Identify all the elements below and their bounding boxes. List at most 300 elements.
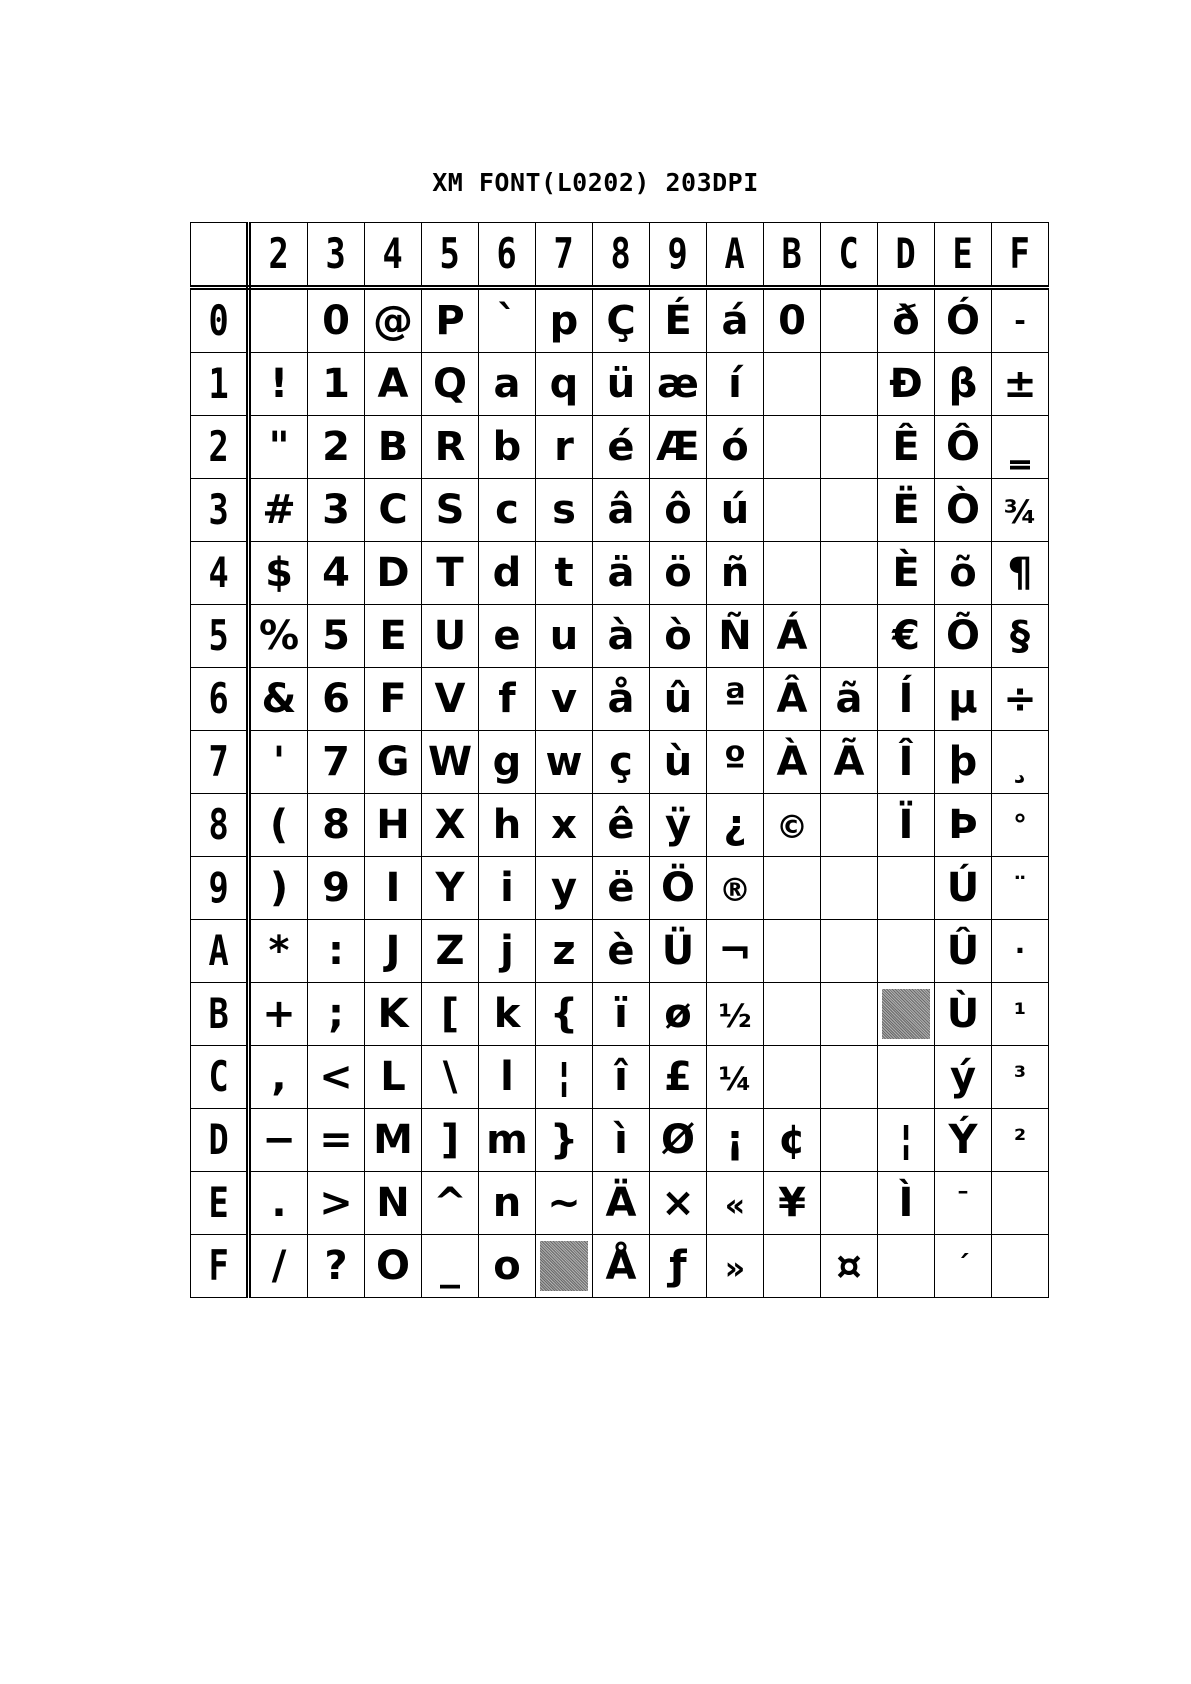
glyph-cell (593, 1109, 650, 1172)
glyph-cell (422, 479, 479, 542)
glyph: < (319, 1054, 353, 1100)
glyph: ¯ (956, 1186, 970, 1219)
glyph-cell (878, 983, 935, 1046)
glyph-cell (249, 605, 308, 668)
glyph: î (614, 1054, 628, 1100)
table-row (191, 1235, 1049, 1298)
glyph: é (607, 424, 635, 470)
glyph-cell (650, 857, 707, 920)
column-header (992, 223, 1049, 288)
glyph: ] (440, 1117, 460, 1163)
glyph-cell (308, 416, 365, 479)
glyph-cell (650, 1235, 707, 1298)
glyph-cell (764, 794, 821, 857)
glyph-cell (935, 1046, 992, 1109)
glyph-cell (935, 542, 992, 605)
row-header-label: E (208, 1178, 229, 1227)
glyph-cell (764, 542, 821, 605)
glyph: Ù (946, 991, 980, 1037)
glyph-cell (308, 288, 365, 353)
glyph-cell (536, 479, 593, 542)
glyph-cell (308, 857, 365, 920)
row-header (191, 731, 249, 794)
glyph: k (493, 991, 521, 1037)
glyph: ¸ (1010, 739, 1030, 785)
glyph-cell (479, 1109, 536, 1172)
glyph-cell (479, 416, 536, 479)
glyph-cell (707, 731, 764, 794)
glyph-cell (821, 1235, 878, 1298)
glyph: Î (898, 739, 914, 785)
glyph: > (319, 1180, 353, 1226)
glyph-cell (878, 1046, 935, 1109)
glyph: 0 (322, 298, 350, 344)
glyph-cell (650, 1172, 707, 1235)
row-header-label: F (208, 1241, 229, 1290)
glyph-cell (249, 416, 308, 479)
glyph-cell (935, 857, 992, 920)
row-header (191, 288, 249, 353)
glyph-cell (707, 1109, 764, 1172)
glyph-cell (593, 857, 650, 920)
glyph: ¾ (1003, 493, 1037, 531)
glyph-cell (764, 731, 821, 794)
glyph: Ë (892, 487, 920, 533)
glyph-cell (992, 731, 1049, 794)
glyph: % (258, 613, 300, 659)
glyph: ä (607, 550, 635, 596)
glyph: β (948, 361, 978, 407)
row-header-label: 5 (208, 611, 229, 660)
glyph: / (271, 1243, 287, 1289)
glyph-cell (365, 668, 422, 731)
row-header-label: B (208, 989, 229, 1038)
glyph: Ð (889, 361, 923, 407)
glyph-cell (536, 353, 593, 416)
glyph-cell (764, 857, 821, 920)
glyph-cell (593, 983, 650, 1046)
glyph-cell (593, 416, 650, 479)
table-row (191, 794, 1049, 857)
glyph-cell (422, 794, 479, 857)
glyph-cell (308, 731, 365, 794)
glyph-cell (422, 668, 479, 731)
glyph-cell (821, 479, 878, 542)
glyph-cell (365, 1109, 422, 1172)
glyph-cell (707, 1235, 764, 1298)
glyph: b (492, 424, 522, 470)
glyph: i (500, 865, 514, 911)
glyph-cell (308, 1172, 365, 1235)
row-header (191, 605, 249, 668)
glyph: [ (440, 991, 460, 1037)
glyph: ¦ (898, 1117, 914, 1163)
glyph: d (492, 550, 522, 596)
glyph: T (436, 550, 464, 596)
table-row (191, 731, 1049, 794)
glyph: É (664, 298, 692, 344)
glyph: ¢ (778, 1117, 806, 1163)
column-header-label: 3 (325, 229, 347, 278)
glyph-cell (992, 857, 1049, 920)
glyph-cell (935, 353, 992, 416)
glyph: o (493, 1243, 521, 1289)
glyph: 3 (322, 487, 350, 533)
glyph-cell (707, 353, 764, 416)
glyph-cell (707, 1172, 764, 1235)
column-header (935, 223, 992, 288)
glyph: & (261, 676, 297, 722)
glyph-cell (650, 1046, 707, 1109)
glyph: ô (664, 487, 692, 533)
glyph-cell (935, 731, 992, 794)
glyph-cell (992, 479, 1049, 542)
glyph: Ö (660, 865, 695, 911)
glyph: + (262, 991, 296, 1037)
shade-block-glyph (540, 1241, 588, 1291)
column-header (764, 223, 821, 288)
glyph: ? (324, 1243, 348, 1289)
row-header-label: 8 (208, 800, 229, 849)
glyph-cell (650, 920, 707, 983)
glyph-cell (536, 605, 593, 668)
glyph: ú (720, 487, 750, 533)
glyph-cell (536, 1109, 593, 1172)
glyph: ë (607, 865, 635, 911)
glyph: æ (657, 361, 699, 407)
glyph-cell (935, 288, 992, 353)
glyph: ã (835, 676, 863, 722)
glyph-cell (878, 1109, 935, 1172)
glyph-cell (821, 605, 878, 668)
glyph-cell (878, 920, 935, 983)
glyph: ! (269, 361, 289, 407)
table-row (191, 479, 1049, 542)
glyph-cell (764, 983, 821, 1046)
glyph-cell (650, 1109, 707, 1172)
glyph-cell (365, 983, 422, 1046)
glyph: ~ (547, 1180, 581, 1226)
glyph-cell (593, 542, 650, 605)
column-header-row (191, 223, 1049, 288)
glyph-cell (992, 1109, 1049, 1172)
glyph-cell (992, 353, 1049, 416)
column-header-label: F (1009, 229, 1031, 278)
column-header-label: 6 (496, 229, 518, 278)
row-header-label: 7 (208, 737, 229, 786)
glyph: þ (948, 739, 978, 785)
glyph: G (376, 739, 410, 785)
glyph-cell (536, 288, 593, 353)
glyph: ù (663, 739, 693, 785)
glyph-cell (536, 983, 593, 1046)
row-header-label: C (208, 1052, 229, 1101)
glyph: å (607, 676, 635, 722)
column-header-label: 9 (667, 229, 689, 278)
row-header (191, 353, 249, 416)
glyph-cell (707, 542, 764, 605)
glyph: Ê (892, 424, 920, 470)
glyph-cell (650, 353, 707, 416)
glyph-cell (308, 920, 365, 983)
glyph-cell (707, 794, 764, 857)
glyph-cell (593, 1235, 650, 1298)
glyph: õ (949, 550, 977, 596)
glyph: µ (948, 676, 978, 722)
glyph: ® (719, 871, 751, 909)
glyph: ¿ (723, 802, 747, 848)
glyph-cell (422, 353, 479, 416)
glyph-cell (365, 1172, 422, 1235)
glyph-cell (992, 794, 1049, 857)
glyph: ( (269, 802, 289, 848)
glyph-cell (935, 920, 992, 983)
row-header-label: 9 (208, 863, 229, 912)
row-header (191, 416, 249, 479)
row-header (191, 668, 249, 731)
glyph-cell (650, 479, 707, 542)
corner-cell (191, 223, 249, 288)
glyph-cell (992, 983, 1049, 1046)
table-row (191, 920, 1049, 983)
glyph: h (492, 802, 522, 848)
row-header (191, 542, 249, 605)
glyph-cell (365, 416, 422, 479)
glyph-cell (707, 416, 764, 479)
shade-block-glyph (882, 989, 930, 1039)
glyph-cell (992, 1172, 1049, 1235)
character-table (190, 222, 1049, 1298)
glyph: Æ (656, 424, 700, 470)
glyph: 1 (322, 361, 350, 407)
glyph-cell (992, 1235, 1049, 1298)
glyph: ÷ (1003, 676, 1037, 722)
glyph-cell (593, 731, 650, 794)
column-header (308, 223, 365, 288)
row-header (191, 857, 249, 920)
glyph: © (776, 808, 808, 846)
glyph: 5 (322, 613, 350, 659)
glyph: ; (328, 991, 344, 1037)
glyph-cell (992, 605, 1049, 668)
glyph: 2 (322, 424, 350, 470)
glyph-cell (249, 1109, 308, 1172)
row-header-label: 1 (208, 359, 229, 408)
row-header-label: 2 (208, 422, 229, 471)
glyph-cell (479, 1046, 536, 1109)
column-header-label: D (895, 229, 917, 278)
glyph: g (492, 739, 522, 785)
glyph-cell (821, 983, 878, 1046)
glyph: M (373, 1117, 413, 1163)
row-header (191, 794, 249, 857)
glyph-cell (365, 857, 422, 920)
glyph: = (319, 1117, 353, 1163)
glyph-cell (764, 416, 821, 479)
glyph-cell (878, 857, 935, 920)
glyph-cell (479, 668, 536, 731)
glyph-cell (764, 605, 821, 668)
glyph-cell (422, 1235, 479, 1298)
glyph-cell (878, 1172, 935, 1235)
glyph-cell (764, 920, 821, 983)
glyph-cell (992, 920, 1049, 983)
glyph: f (498, 676, 516, 722)
glyph-cell (479, 857, 536, 920)
row-header (191, 1046, 249, 1109)
glyph-cell (821, 1172, 878, 1235)
column-header (479, 223, 536, 288)
glyph-cell (821, 542, 878, 605)
glyph-cell (821, 1046, 878, 1109)
glyph-cell (249, 479, 308, 542)
glyph-cell (992, 668, 1049, 731)
glyph: \ (442, 1054, 458, 1100)
glyph: Y (435, 865, 465, 911)
glyph-cell (821, 794, 878, 857)
glyph-cell (593, 288, 650, 353)
glyph: À (776, 739, 808, 785)
glyph: H (376, 802, 410, 848)
glyph-cell (249, 731, 308, 794)
glyph-cell (821, 857, 878, 920)
glyph: ¦ (556, 1054, 572, 1100)
column-header (707, 223, 764, 288)
column-header (593, 223, 650, 288)
glyph: ñ (720, 550, 750, 596)
glyph: ì (614, 1117, 628, 1163)
glyph: ÿ (664, 802, 692, 848)
glyph-cell (650, 983, 707, 1046)
glyph-cell (249, 1235, 308, 1298)
glyph-cell (536, 1046, 593, 1109)
glyph: : (328, 928, 344, 974)
glyph: Ç (606, 298, 636, 344)
column-header-label: 7 (553, 229, 575, 278)
table-row (191, 668, 1049, 731)
glyph: à (607, 613, 635, 659)
glyph-cell (764, 479, 821, 542)
glyph-cell (707, 288, 764, 353)
glyph: ± (1003, 361, 1037, 407)
glyph-cell (935, 983, 992, 1046)
column-header-label: B (781, 229, 803, 278)
glyph: Ñ (718, 613, 752, 659)
glyph-cell (878, 731, 935, 794)
row-header (191, 1172, 249, 1235)
glyph-cell (365, 353, 422, 416)
column-header-label: E (952, 229, 974, 278)
glyph-cell (308, 353, 365, 416)
glyph-cell (422, 1046, 479, 1109)
glyph-cell (935, 1109, 992, 1172)
glyph: ï (614, 991, 628, 1037)
glyph-cell (935, 479, 992, 542)
glyph-cell (992, 542, 1049, 605)
glyph: z (552, 928, 576, 974)
row-header (191, 1109, 249, 1172)
column-header (249, 223, 308, 288)
glyph-cell (536, 920, 593, 983)
glyph: € (892, 613, 920, 659)
glyph-cell (308, 479, 365, 542)
glyph: 9 (322, 865, 350, 911)
row-header-label: A (208, 926, 229, 975)
glyph: ^ (433, 1180, 467, 1226)
glyph: È (892, 550, 920, 596)
row-header (191, 1235, 249, 1298)
glyph: $ (265, 550, 293, 596)
glyph-cell (650, 605, 707, 668)
glyph: E (379, 613, 407, 659)
glyph: × (661, 1180, 695, 1226)
glyph-cell (593, 920, 650, 983)
glyph-cell (249, 794, 308, 857)
row-header-label: 3 (208, 485, 229, 534)
glyph-cell (536, 794, 593, 857)
glyph: J (385, 928, 401, 974)
glyph: ¶ (1007, 550, 1033, 596)
glyph: n (492, 1180, 522, 1226)
glyph: 8 (322, 802, 350, 848)
column-header (878, 223, 935, 288)
glyph-cell (479, 288, 536, 353)
glyph-cell (935, 668, 992, 731)
glyph: Ü (661, 928, 695, 974)
row-header (191, 479, 249, 542)
glyph: ‗ (1010, 424, 1030, 470)
glyph: Z (435, 928, 465, 974)
glyph-cell (422, 1109, 479, 1172)
glyph: w (545, 739, 583, 785)
glyph: è (607, 928, 635, 974)
glyph-cell (249, 1046, 308, 1109)
glyph-cell (249, 542, 308, 605)
glyph-cell (878, 668, 935, 731)
glyph: X (434, 802, 466, 848)
glyph-cell (935, 1172, 992, 1235)
glyph: Ô (945, 424, 980, 470)
glyph-cell (365, 794, 422, 857)
glyph: 4 (322, 550, 350, 596)
glyph-cell (593, 479, 650, 542)
glyph-cell (536, 542, 593, 605)
glyph-cell (650, 542, 707, 605)
glyph-cell (308, 1046, 365, 1109)
glyph: £ (664, 1054, 692, 1100)
glyph-cell (479, 1235, 536, 1298)
glyph: # (262, 487, 296, 533)
glyph: º (723, 739, 747, 785)
glyph: Å (605, 1243, 637, 1289)
glyph: ´ (956, 1249, 970, 1282)
glyph: Ä (605, 1180, 637, 1226)
glyph: á (721, 298, 749, 344)
glyph-cell (422, 288, 479, 353)
glyph: a (493, 361, 521, 407)
glyph: s (552, 487, 576, 533)
glyph-cell (479, 479, 536, 542)
glyph: y (550, 865, 578, 911)
glyph-cell (365, 1046, 422, 1109)
glyph-cell (764, 288, 821, 353)
glyph: m (486, 1117, 528, 1163)
table-row (191, 353, 1049, 416)
glyph-cell (422, 416, 479, 479)
glyph: " (268, 424, 290, 470)
glyph-cell (878, 479, 935, 542)
row-header-label: 4 (208, 548, 229, 597)
